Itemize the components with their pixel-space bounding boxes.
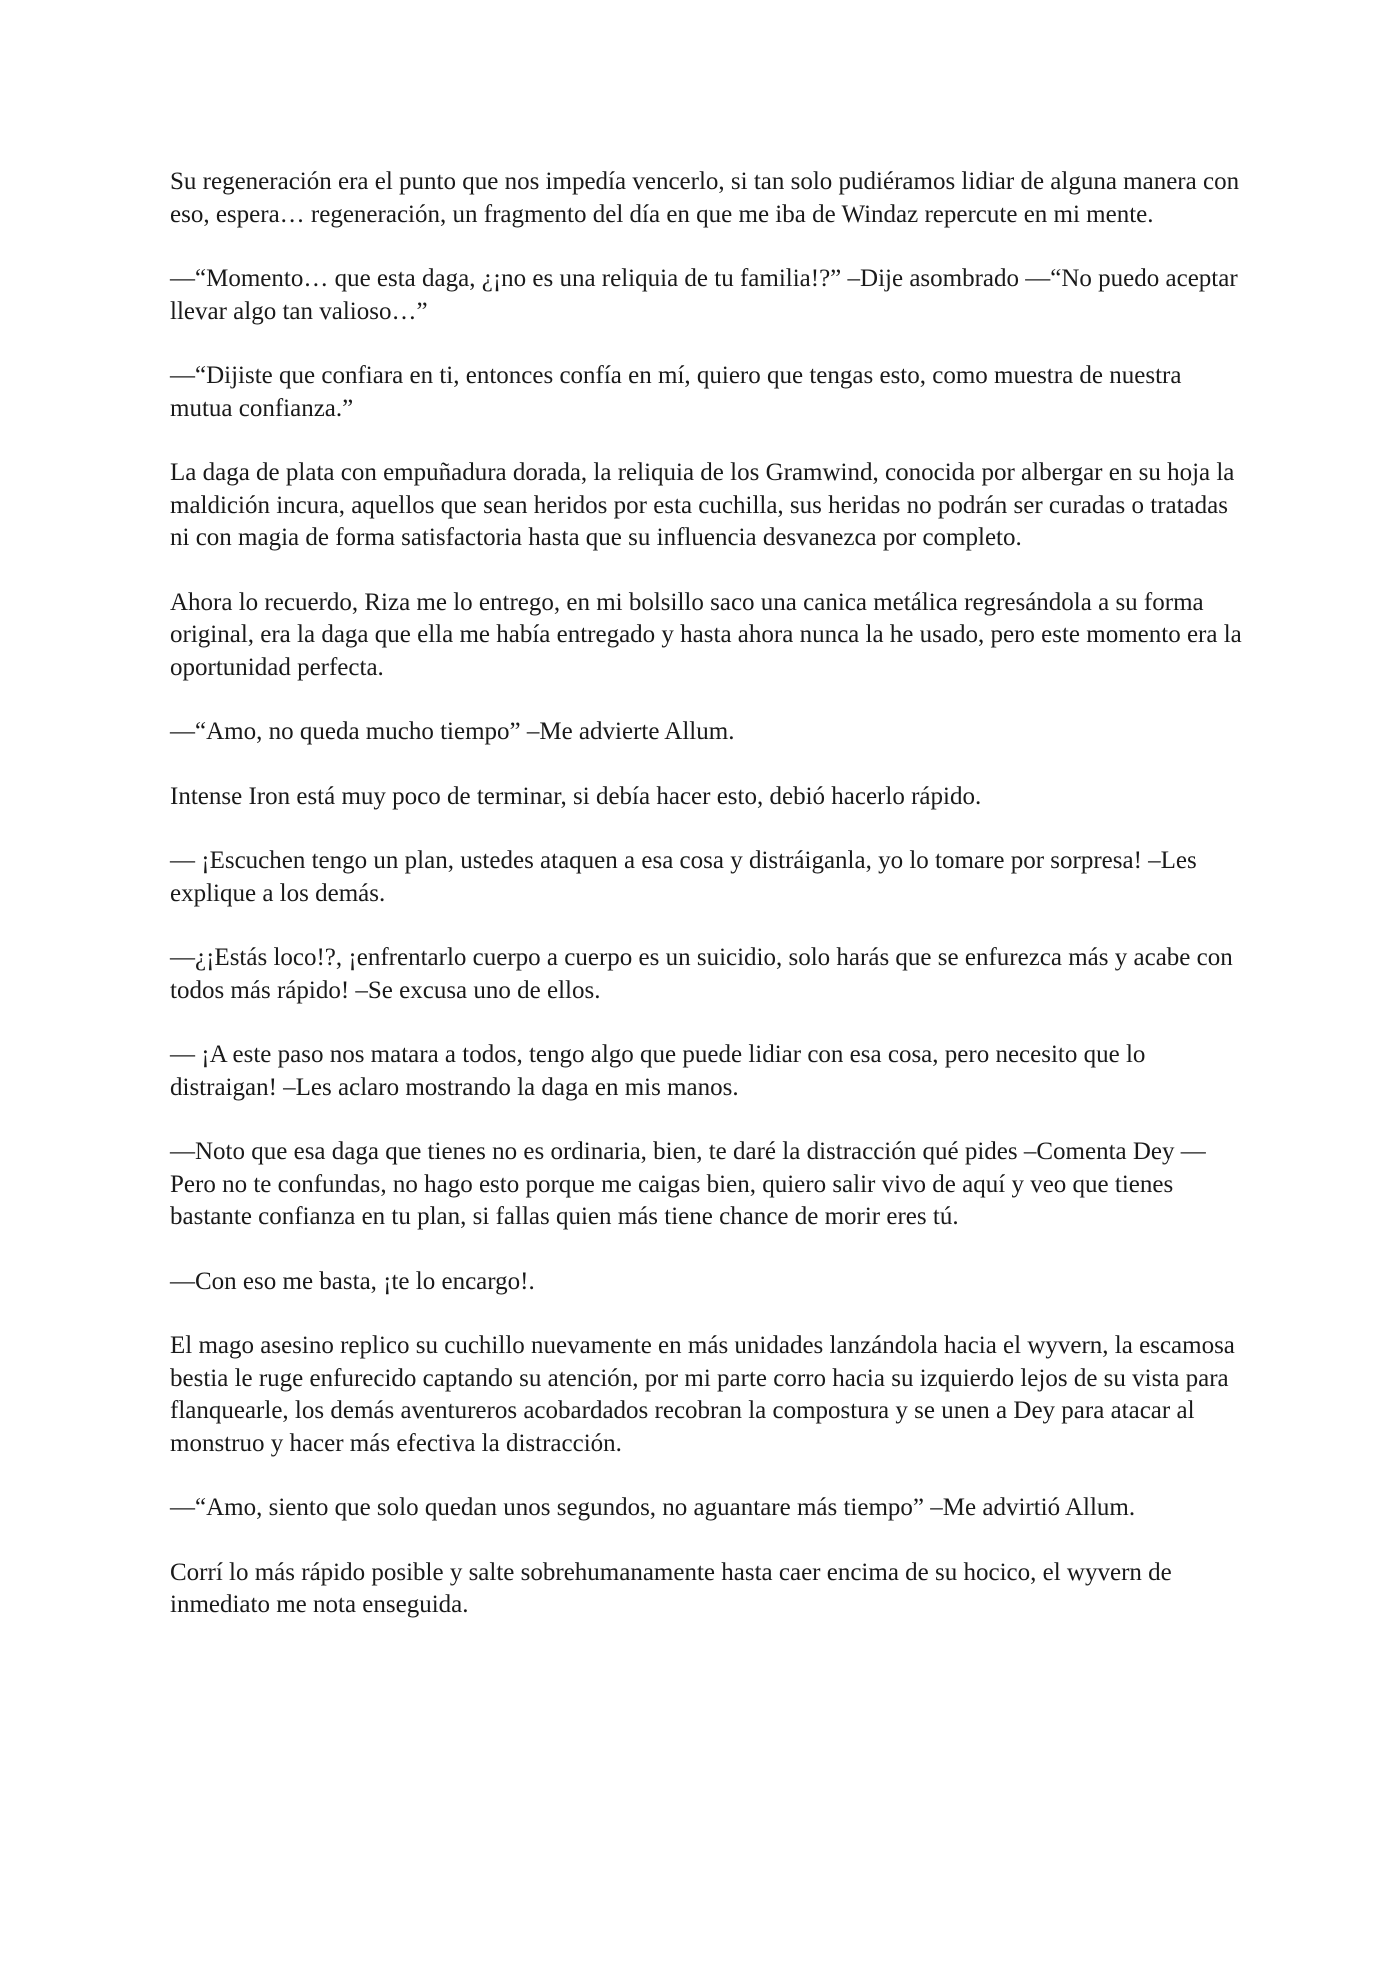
paragraph: Ahora lo recuerdo, Riza me lo entrego, en mi bolsillo saco una canica metálica regresándola a su forma original, era la daga que ella me había entregado y hasta ahora nunca la he usado, pero este momento era la oportunidad perfecta. — [170, 588, 1242, 681]
paragraph: — ¡Escuchen tengo un plan, ustedes ataquen a esa cosa y distráiganla, yo lo tomare por sorpresa! –Les explique a los demás. — [170, 847, 1197, 907]
paragraph: —“Amo, siento que solo quedan unos segundos, no aguantare más tiempo” –Me advirtió Allum. — [170, 1494, 1136, 1521]
document-body — [170, 166, 1245, 1654]
paragraph: El mago asesino replico su cuchillo nuevamente en más unidades lanzándola hacia el wyvern, la escamosa bestia le ruge enfurecido captando su atención, por mi parte corro hacia su izquierdo lejos de su vista para flanquearle, los demás aventureros acobardados recobran la compostura y se unen a Dey para atacar al monstruo y hacer más efectiva la distracción. — [170, 1332, 1235, 1457]
paragraph: Su regeneración era el punto que nos impedía vencerlo, si tan solo pudiéramos lidiar de alguna manera con eso, espera… regeneración, un fragmento del día en que me iba de Windaz repercute en mi mente. — [170, 168, 1240, 228]
paragraph: —“Amo, no queda mucho tiempo” –Me advierte Allum. — [170, 718, 735, 745]
paragraph: —Con eso me basta, ¡te lo encargo!. — [170, 1267, 535, 1295]
paragraph: —“Dijiste que confiara en ti, entonces confía en mí, quiero que tengas esto, como muestra de nuestra mutua confianza.” — [170, 362, 1182, 422]
paragraph: Corrí lo más rápido posible y salte sobrehumanamente hasta caer encima de su hocico, el wyvern de inmediato me nota enseguida. — [170, 1558, 1172, 1618]
paragraph: —Noto que esa daga que tienes no es ordinaria, bien, te daré la distracción qué pides –Comenta Dey —Pero no te confundas, no hago esto porque me caigas bien, quiero salir vivo de aquí y veo que tienes bastante confianza en tu plan, si fallas quien más tiene chance de morir eres tú. — [170, 1138, 1206, 1230]
paragraph: — ¡A este paso nos matara a todos, tengo algo que puede lidiar con esa cosa, pero necesito que lo distraigan! –Les aclaro mostrando la daga en mis manos. — [170, 1041, 1146, 1101]
paragraph: —¿¡Estás loco!?, ¡enfrentarlo cuerpo a cuerpo es un suicidio, solo harás que se enfurezca más y acabe con todos más rápido! –Se excusa uno de ellos. — [170, 944, 1233, 1004]
paragraph: Intense Iron está muy poco de terminar, si debía hacer esto, debió hacerlo rápido. — [170, 782, 982, 810]
paragraph: —“Momento… que esta daga, ¿¡no es una reliquia de tu familia!?” –Dije asombrado —“No puedo aceptar llevar algo tan valioso…” — [170, 265, 1238, 325]
paragraph: La daga de plata con empuñadura dorada, la reliquia de los Gramwind, conocida por albergar en su hoja la maldición incura, aquellos que sean heridos por esta cuchilla, sus heridas no podrán ser curadas o tratadas ni con magia de forma satisfactoria hasta que su influencia desvanezca por completo. — [170, 459, 1235, 551]
